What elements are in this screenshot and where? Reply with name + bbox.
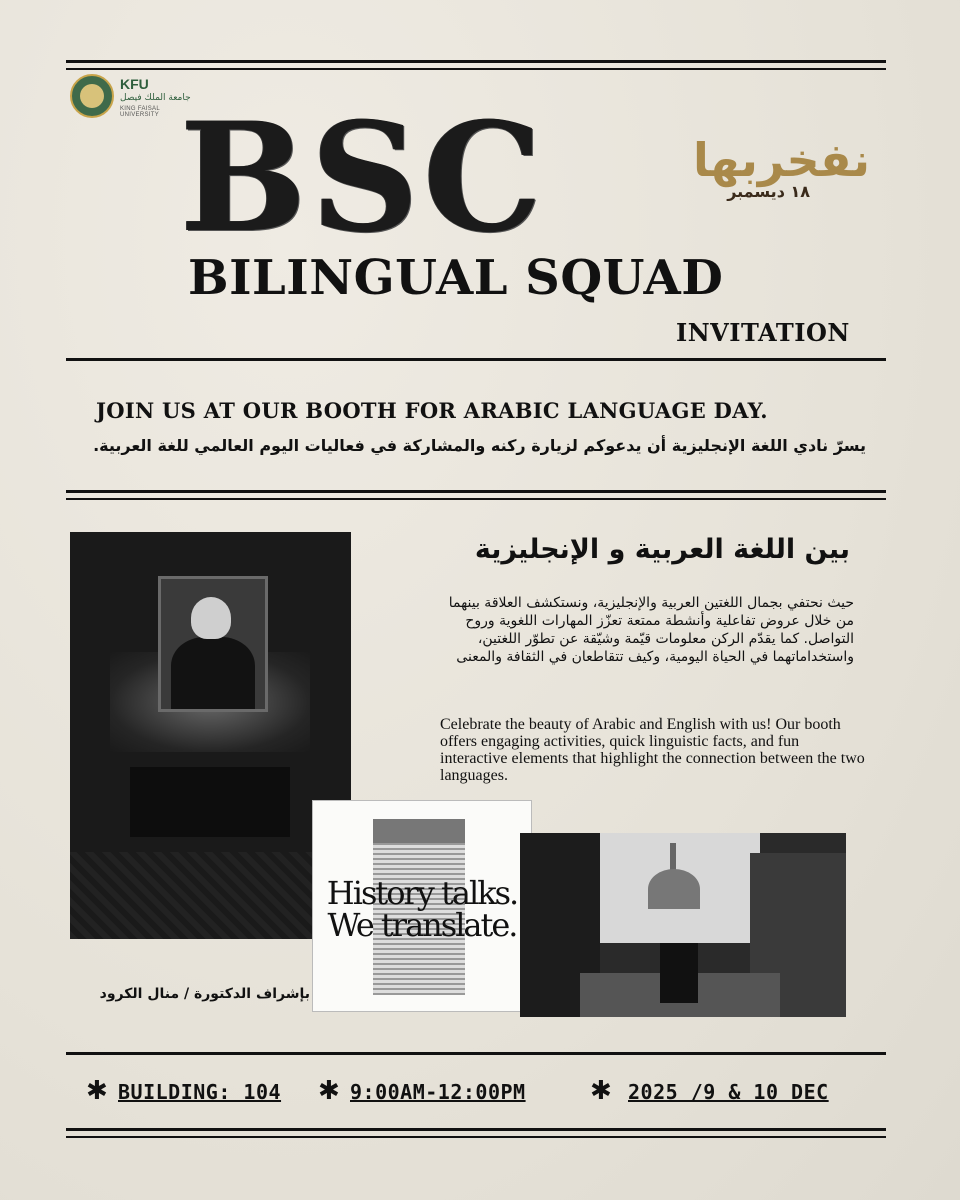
arabic-brand-title: نفخربها [692,133,870,187]
club-name: BILINGUAL SQUAD [188,250,724,306]
event-details [0,1076,960,1112]
supervisor-credit: بإشراف الدكتورة / منال الكرود [99,986,310,1002]
logo-english-name: KING FAISAL UNIVERSITY [120,106,160,118]
bottom-rule-inner [66,1136,886,1138]
london-street-photo [520,833,846,1017]
poster-slogan [313,874,531,944]
arabic-brand [640,130,870,220]
historical-room-photo [70,532,351,939]
cathedral-dome [648,869,700,909]
logo-abbr: KFU [120,76,149,92]
desk [130,767,290,837]
section-english-body: Celebrate the beauty of Arabic and English with us! Our booth offers engaging activities, quick linguistic facts, and fun interactive elements that highlight the connection between the two languages. [440,716,865,784]
intro-arabic: يسرّ نادي اللغة الإنجليزية أن يدعوكم لزيارة ركنه والمشاركة في فعاليات اليوم العالمي للغة العربية. [93,436,866,455]
section-arabic-title: بين اللغة العربية و الإنجليزية [474,534,850,565]
asterisk-icon: ✱ [86,1076,108,1106]
kfu-seal-icon [70,74,114,118]
top-rule-inner [66,68,886,70]
invitation-label: INVITATION [676,318,850,347]
footer-top-rule [66,1052,886,1055]
event-time: 9:00AM-12:00PM [350,1080,526,1104]
portrait-frame [158,576,268,712]
top-rule [66,60,886,63]
header-divider [66,358,886,361]
event-building: BUILDING: 104 [118,1080,282,1104]
logo-arabic-name: جامعة الملك فيصل [120,93,191,103]
section-arabic-body: حيث نحتفي بجمال اللغتين العربية والإنجليزية، ونستكشف العلاقة بينهما من خلال عروض تفاعلية وأنشطة ممتعة تعزّز المهارات اللغوية وروح التواصل. كما يقدّم الركن معلومات قيّمة وشيّقة عن تطوّر اللغتين، واستخداماتهما في الحياة اليومية، وكيف تتقاطعان في الثقافة والمعنى [448,595,854,665]
poster-line-1: History talks. [326,874,518,912]
poster-line-2: We translate. [327,906,517,944]
event-date: 2025 /9 & 10 DEC [628,1080,829,1104]
bottom-rule [66,1128,886,1131]
asterisk-icon: ✱ [318,1076,340,1106]
club-acronym: BSC [180,90,547,266]
arabic-brand-date: ١٨ ديسمبر [727,182,810,201]
intro-rule [66,490,886,493]
history-talks-poster [312,800,532,1012]
bus [660,943,698,1003]
asterisk-icon: ✱ [590,1076,612,1106]
intro-rule-inner [66,498,886,500]
intro-english: JOIN US AT OUR BOOTH FOR ARABIC LANGUAGE DAY. [96,398,768,423]
